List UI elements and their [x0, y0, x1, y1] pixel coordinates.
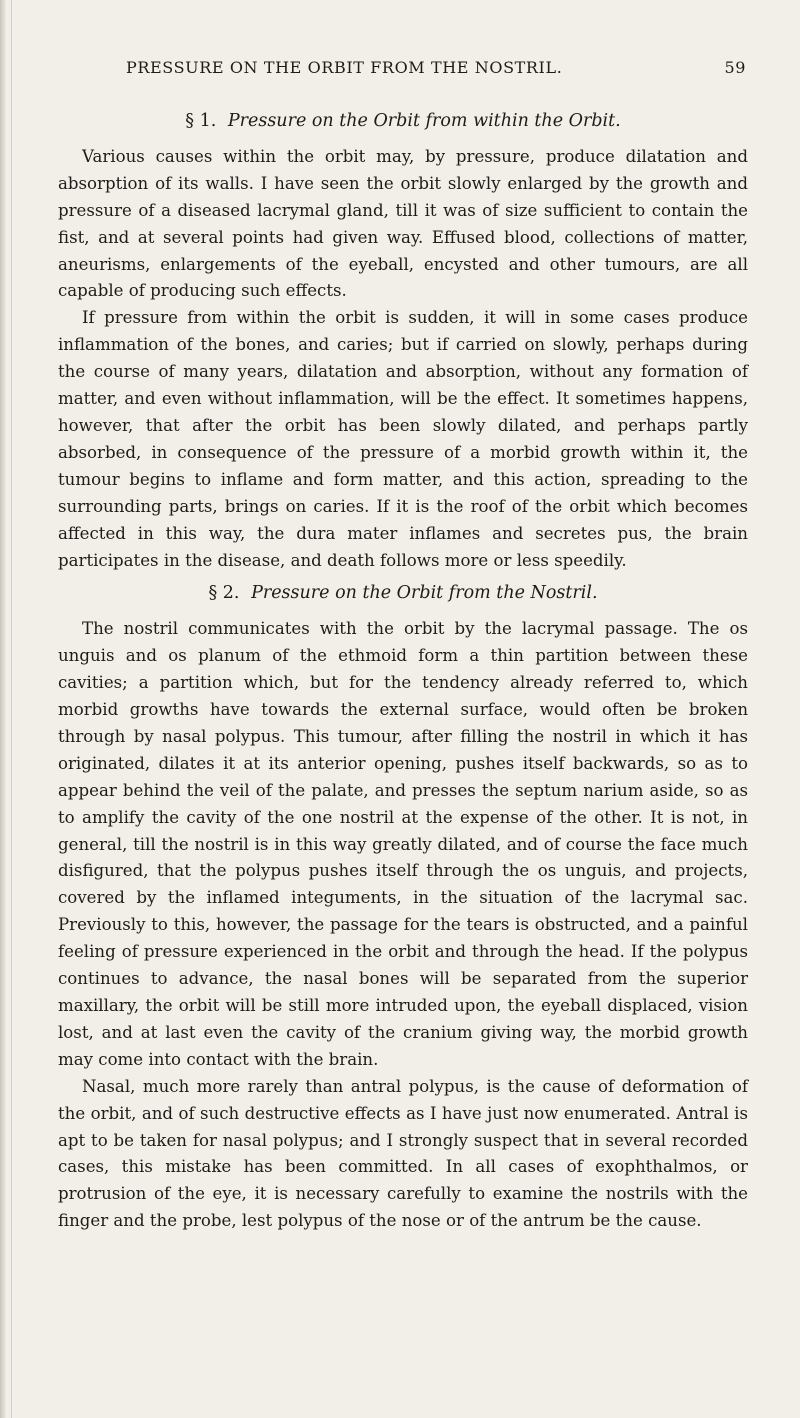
running-title: PRESSURE ON THE ORBIT FROM THE NOSTRIL.	[126, 58, 563, 77]
section-2-heading	[58, 580, 748, 607]
section-2-number: § 2.	[208, 583, 240, 604]
section-2-paragraph-1: The nostril communicates with the orbit by the lacrymal passage. The os unguis and os planum of the ethmoid form a thin partition between these cavities; a partition which, but for the tendency already referred to, which morbid growths have towards the external surface, would often be broken through by nasal polypus. This tumour, after filling the nostril in which it has originated, dilates it at its anterior opening, pushes itself backwards, so as to appear behind the veil of the palate, and presses the septum narium aside, so as to amplify the cavity of the one nostril at the expense of the other. It is not, in general, till the nostril is in this way greatly dilated, and of course the face much disfigured, that the polypus pushes itself through the os unguis, and projects, covered by the inflamed integuments, in the situation of the lacrymal sac. Previously to this, however, the passage for the tears is obstructed, and a painful feeling of pressure experienced in the orbit and through the head. If the polypus continues to advance, the nasal bones will be separated from the superior maxillary, the orbit will be still more intruded upon, the eyeball displaced, vision lost, and at last even the cavity of the cranium giving way, the morbid growth may come into contact with the brain.	[58, 619, 748, 1069]
section-1-title: Pressure on the Orbit from within the Orbit.	[227, 111, 621, 131]
page-spine-shadow	[0, 0, 6, 1418]
section-1-paragraph-1: Various causes within the orbit may, by pressure, produce dilatation and absorption of its walls. I have seen the orbit slowly enlarged by the growth and pressure of a diseased lacrymal gland, till it was of size sufficient to contain the fist, and at several points had given way. Effused blood, collections of matter, aneurisms, enlargements of the eyeball, encysted and other tumours, are all capable of producing such effects.	[58, 146, 748, 301]
section-2-paragraph-2: Nasal, much more rarely than antral polypus, is the cause of deformation of the orbit, and of such destructive effects as I have just now enumerated. Antral is apt to be taken for nasal polypus; and I strongly suspect that in several recorded cases, this mistake has been committed. In all cases of exophthalmos, or protrusion of the eye, it is necessary carefully to examine the nostrils with the finger and the probe, lest polypus of the nose or of the antrum be the cause.	[58, 1076, 748, 1231]
section-1-heading	[58, 108, 748, 135]
page-number: 59	[724, 58, 746, 77]
section-2-title: Pressure on the Orbit from the Nostril.	[251, 583, 598, 604]
section-1-number: § 1.	[185, 111, 217, 131]
section-1-paragraph-2: If pressure from within the orbit is sudden, it will in some cases produce inflammation of the bones, and caries; but if carried on slowly, perhaps during the course of many years, dilatation and absorption, without any formation of matter, and even without inflammation, will be the effect. It sometimes happens, however, that after the orbit has been slowly dilated, and perhaps partly absorbed, in consequence of the pressure of a morbid growth within it, the tumour begins to inflame and form matter, and this action, spreading to the surrounding parts, brings on caries. If it is the roof of the orbit which becomes affected in this way, the dura mater inflames and secretes pus, the brain participates in the disease, and death follows more or less speedily.	[58, 308, 748, 570]
binding-edge	[11, 0, 12, 1418]
page-body	[58, 108, 748, 1235]
